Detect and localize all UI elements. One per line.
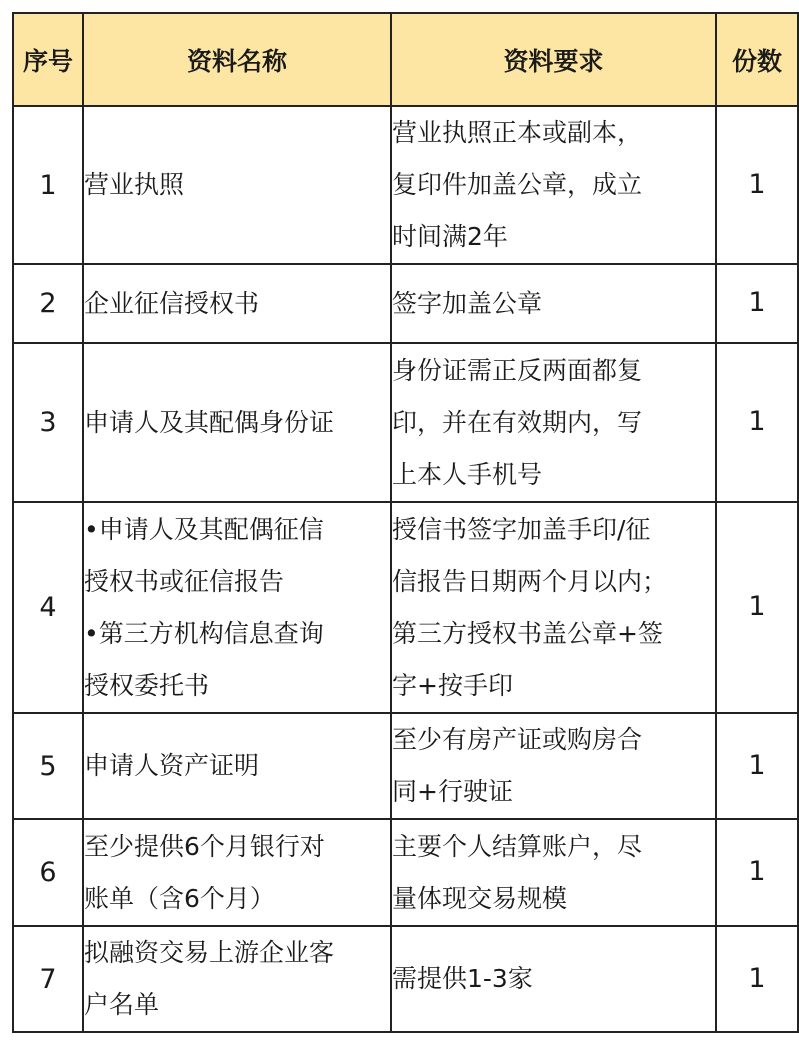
row-requirement: 授信书签字加盖手印/征 信报告日期两个月以内； 第三方授权书盖公章+签 字+按手印 [391,502,716,713]
row-requirement: 至少有房产证或购房合 同+行驶证 [391,713,716,819]
row-quantity [716,926,798,1032]
row-index: 6 [13,819,83,926]
materials-table [12,12,799,1033]
row-name: 营业执照 [83,106,391,264]
table-row [13,106,798,264]
header-requirement: 资料要求 [391,13,716,106]
table-row [13,926,798,1032]
row-quantity [716,264,798,343]
row-quantity [716,502,798,713]
row-requirement: 签字加盖公章 [391,264,716,343]
row-quantity [716,713,798,819]
table-row [13,713,798,819]
row-quantity [716,106,798,264]
row-requirement: 营业执照正本或副本， 复印件加盖公章，成立 时间满2年 [391,106,716,264]
table-row [13,502,798,713]
row-requirement: 主要个人结算账户，尽 量体现交易规模 [391,819,716,926]
row-quantity-value: 1 [748,591,766,622]
row-quantity-value: 1 [748,406,766,437]
row-quantity [716,819,798,926]
header-index: 序号 [13,13,83,106]
row-name: 申请人及其配偶身份证 [83,343,391,502]
row-quantity-value: 1 [748,963,766,994]
row-index: 2 [13,264,83,343]
header-row [13,13,798,106]
row-quantity [716,343,798,502]
row-quantity-value: 1 [748,856,766,887]
table-row [13,264,798,343]
row-name: 申请人资产证明 [83,713,391,819]
table-row [13,819,798,926]
row-index: 4 [13,502,83,713]
row-quantity-value: 1 [748,169,766,200]
row-name: 拟融资交易上游企业客 户名单 [83,926,391,1032]
row-name: 至少提供6个月银行对 账单（含6个月） [83,819,391,926]
row-requirement: 身份证需正反两面都复 印，并在有效期内，写 上本人手机号 [391,343,716,502]
row-quantity-value: 1 [748,750,766,781]
row-name: 企业征信授权书 [83,264,391,343]
row-index: 3 [13,343,83,502]
row-index: 5 [13,713,83,819]
header-name: 资料名称 [83,13,391,106]
row-name: •申请人及其配偶征信 授权书或征信报告 •第三方机构信息查询 授权委托书 [83,502,391,713]
header-quantity: 份数 [716,13,798,106]
row-requirement: 需提供1-3家 [391,926,716,1032]
row-quantity-value: 1 [748,287,766,318]
table-row [13,343,798,502]
row-index: 7 [13,926,83,1032]
row-index: 1 [13,106,83,264]
